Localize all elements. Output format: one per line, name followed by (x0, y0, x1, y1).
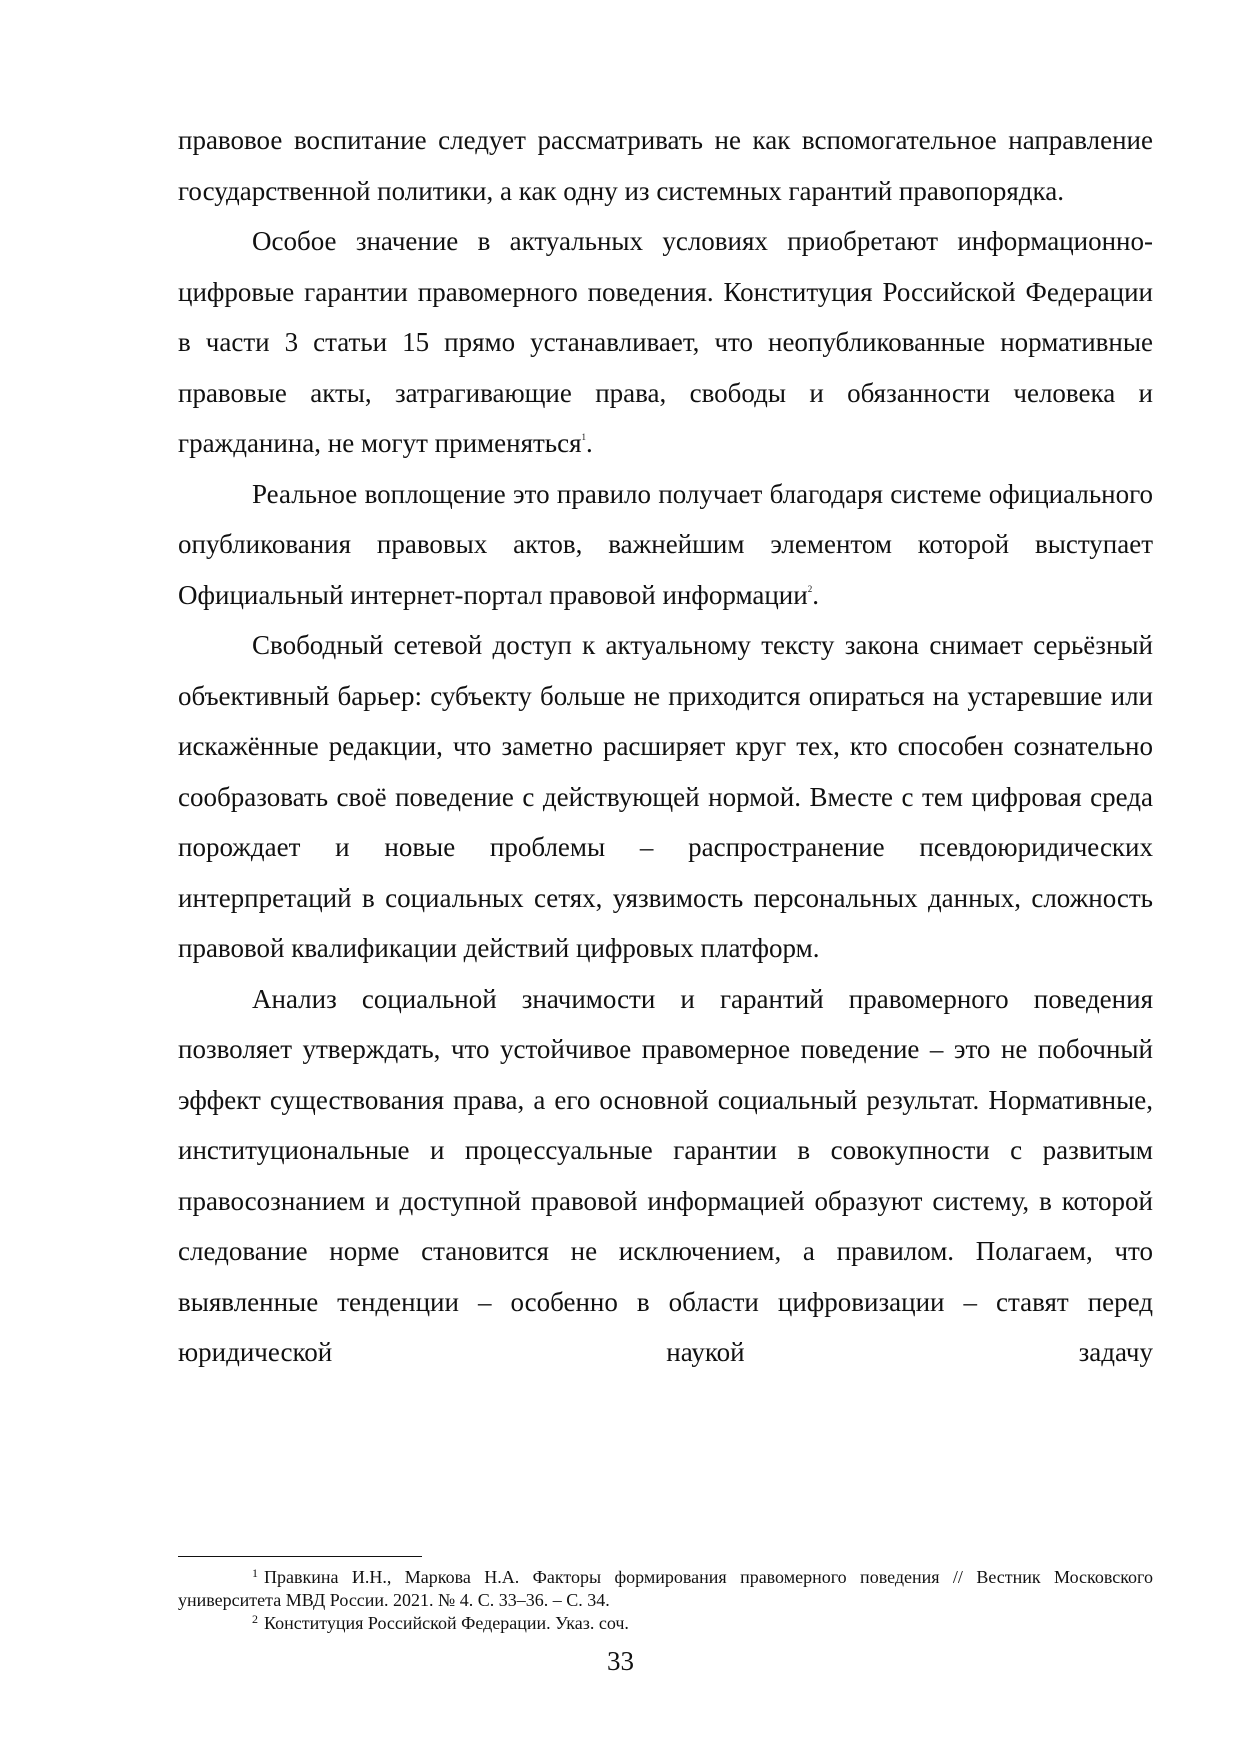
footnote (178, 1566, 1153, 1612)
paragraph: Особое значение в актуальных условиях приобретают информационно-цифровые гарантии правомерного поведения. Конституция Российской Федерации в части 3 статьи 15 прямо устанавливает, что неопубликованные нормативные правовые акты, затрагивающие права, свободы и обязанности человека и гражданина, не могут применяться$^1$. (178, 226, 1153, 458)
paragraph: Свободный сетевой доступ к актуальному тексту закона снимает серьёзный объективный барьер: субъекту больше не приходится опираться на устаревшие или искажённые редакции, что заметно расширяет круг тех, кто способен сознательно сообразовать своё поведение с действующей нормой. Вместе с тем цифровая среда порождает и новые проблемы – распространение псевдоюридических интерпретаций в социальных сетях, уязвимость персональных данных, сложность правовой квалификации действий цифровых платформ. (178, 630, 1153, 963)
paragraph: правовое воспитание следует рассматривать не как вспомогательное направление государственной политики, а как одну из системных гарантий правопорядка. (178, 125, 1153, 206)
main-text (178, 115, 1153, 1378)
footnote-number: 2 (252, 1612, 258, 1626)
paragraph: Анализ социальной значимости и гарантий правомерного поведения позволяет утверждать, что устойчивое правомерное поведение – это не побочный эффект существования права, а его основной социальный результат. Нормативные, институциональные и процессуальные гарантии в совокупности с развитым правосознанием и доступной правовой информацией образуют систему, в которой следование норме становится не исключением, а правилом. Полагаем, что выявленные тенденции – особенно в области цифровизации – ставят перед юридической наукой задачу (178, 983, 1153, 1367)
footnote-separator (178, 1556, 422, 1557)
footnote-reference[interactable]: 2 (807, 583, 813, 594)
footnote-reference[interactable]: 1 (581, 432, 587, 442)
footnote-text: Правкина И.Н., Маркова Н.А. Факторы формирования правомерного поведения // Вестник Московского университета МВД России. 2021. № 4. С. 33–36. – С. 34. (178, 1567, 1153, 1610)
footnotes (178, 1566, 1153, 1635)
paragraph: Реальное воплощение это правило получает благодаря системе официального опубликования правовых актов, важнейшим элементом которой выступает Официальный интернет-портал правовой информации$^2$. (178, 478, 1153, 610)
footnote-text: Конституция Российской Федерации. Указ. соч. (264, 1613, 629, 1633)
footnote-number: 1 (252, 1566, 258, 1580)
page-number: 33 (607, 1646, 634, 1676)
footnote (178, 1612, 1153, 1635)
